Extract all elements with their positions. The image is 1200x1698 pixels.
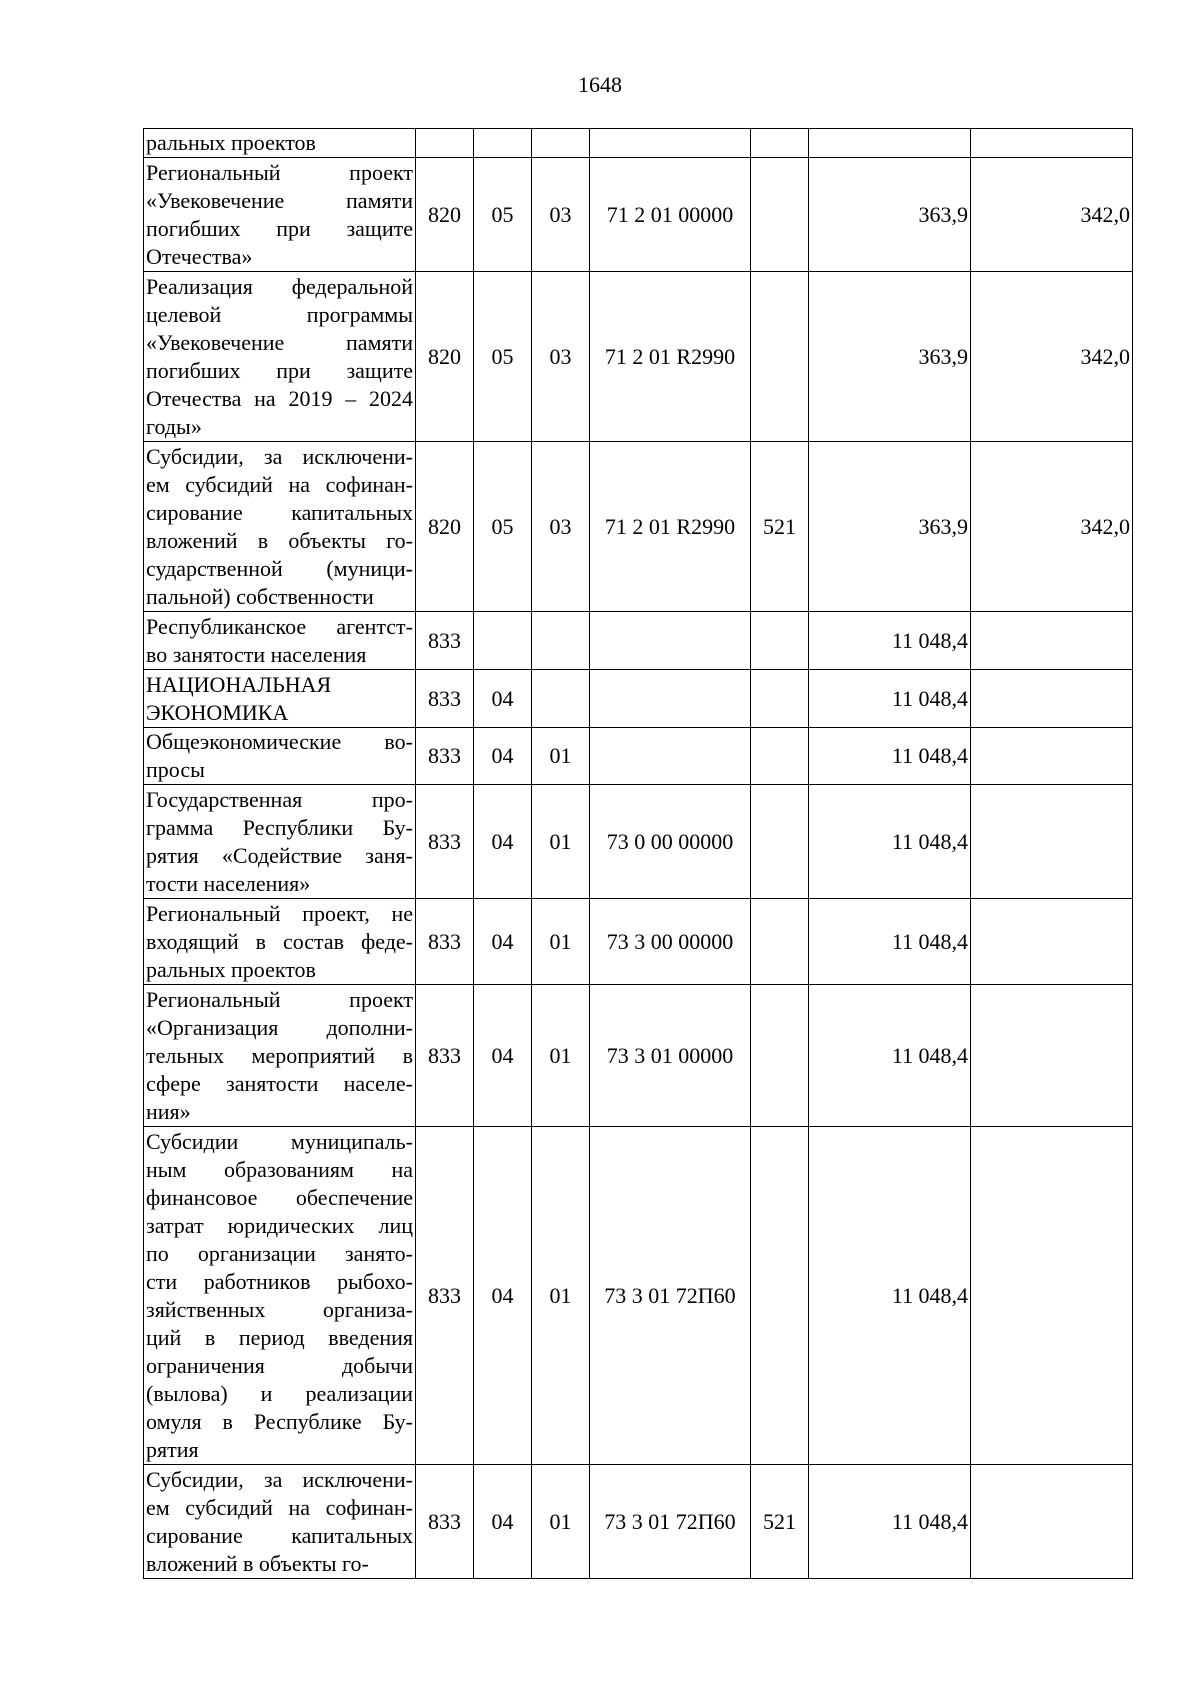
target-article-code: 71 2 01 R2990 [590,272,751,442]
target-article-code: 73 3 01 72П60 [590,1465,751,1579]
amount-year-1: 11 048,4 [809,1465,971,1579]
row-name-line: ем субсидий на софинан- [146,1494,413,1520]
row-name-line: Государственная про- [146,786,413,812]
row-name-line: НАЦИОНАЛЬНАЯ [146,671,332,697]
row-name-line: «Увековечение памяти [146,329,413,355]
row-name [144,272,416,442]
row-name-line: рятия [146,1436,199,1462]
amount-year-1: 11 048,4 [809,728,971,785]
row-name-line: во занятости населения [146,641,367,667]
row-name-line: вложений в объекты го- [146,527,413,553]
row-name-line: Региональный проект [146,986,413,1012]
row-name-line: просы [146,757,205,782]
table-row [144,899,1133,985]
section-code: 04 [474,985,532,1127]
section-code: 04 [474,670,532,728]
table-row [144,158,1133,272]
row-name-line: ральных проектов [146,130,316,155]
expense-type-code [751,728,809,785]
row-name-line: ций в период введения [146,1324,413,1350]
subsection-code [532,670,590,728]
amount-year-2 [971,785,1133,899]
amount-year-1: 11 048,4 [809,985,971,1127]
row-name-line: тельных мероприятий в [146,1042,413,1068]
amount-year-1: 11 048,4 [809,785,971,899]
row-name-line: затрат юридических лиц [146,1212,413,1238]
row-name-line: вложений в объекты го- [146,1550,369,1576]
target-article-code [590,670,751,728]
row-name-line: ральных проектов [146,956,316,982]
amount-year-2: 342,0 [971,272,1133,442]
row-name-line: входящий в состав феде- [146,928,413,954]
row-name-line: Общеэкономические во- [146,729,413,754]
row-name-line: ния» [146,1098,191,1124]
expense-type-code: 521 [751,1465,809,1579]
amount-year-1 [809,129,971,158]
target-article-code: 71 2 01 00000 [590,158,751,272]
section-code: 04 [474,1465,532,1579]
target-article-code [590,728,751,785]
ministry-code: 833 [416,1465,474,1579]
table-row [144,985,1133,1127]
row-name-line: зяйственных организа- [146,1296,413,1322]
amount-year-2 [971,985,1133,1127]
ministry-code: 833 [416,612,474,670]
row-name-line: сударственной (муници- [146,555,413,581]
subsection-code: 03 [532,272,590,442]
subsection-code: 03 [532,442,590,612]
amount-year-2 [971,129,1133,158]
ministry-code: 833 [416,1127,474,1465]
subsection-code [532,612,590,670]
row-name-line: Реализация федеральной [146,273,413,299]
table-row [144,728,1133,785]
expense-type-code [751,272,809,442]
amount-year-1: 363,9 [809,442,971,612]
row-name-line: ограничения добычи [146,1352,413,1378]
subsection-code: 01 [532,785,590,899]
table-row [144,670,1133,728]
row-name-line: сирование капитальных [146,499,413,525]
row-name [144,158,416,272]
subsection-code: 03 [532,158,590,272]
target-article-code: 73 0 00 00000 [590,785,751,899]
expense-type-code [751,158,809,272]
section-code [474,129,532,158]
row-name-line: Субсидии, за исключени- [146,1466,413,1492]
target-article-code: 73 3 01 72П60 [590,1127,751,1465]
section-code [474,612,532,670]
row-name-line: ным образованиям на [146,1156,413,1182]
ministry-code: 833 [416,899,474,985]
table-row [144,1127,1133,1465]
target-article-code [590,612,751,670]
row-name-line: по организации занято- [146,1240,413,1266]
expense-type-code [751,129,809,158]
expense-type-code [751,899,809,985]
subsection-code: 01 [532,985,590,1127]
row-name-line: грамма Республики Бу- [146,814,413,840]
ministry-code: 833 [416,670,474,728]
expense-type-code [751,1127,809,1465]
page-number: 1648 [578,72,622,97]
amount-year-1: 363,9 [809,272,971,442]
row-name [144,670,416,728]
ministry-code: 833 [416,985,474,1127]
row-name-line: Субсидии муниципаль- [146,1128,413,1154]
table-row [144,1465,1133,1579]
amount-year-2: 342,0 [971,442,1133,612]
row-name-line: «Увековечение памяти [146,187,413,213]
section-code: 04 [474,899,532,985]
subsection-code [532,129,590,158]
row-name-line: финансовое обеспечение [146,1184,413,1210]
expense-type-code [751,985,809,1127]
section-code: 05 [474,158,532,272]
row-name [144,1465,416,1579]
table-row [144,272,1133,442]
row-name-line: годы» [146,413,202,439]
row-name-line: сирование капитальных [146,1522,413,1548]
row-name-line: ем субсидий на софинан- [146,471,413,497]
subsection-code: 01 [532,1127,590,1465]
row-name-line: сфере занятости населе- [146,1070,413,1096]
amount-year-1: 363,9 [809,158,971,272]
row-name [144,985,416,1127]
row-name-line: Региональный проект, не [146,900,413,926]
amount-year-2 [971,1127,1133,1465]
amount-year-2 [971,1465,1133,1579]
table-row [144,442,1133,612]
row-name [144,1127,416,1465]
ministry-code: 820 [416,442,474,612]
subsection-code: 01 [532,728,590,785]
amount-year-2: 342,0 [971,158,1133,272]
section-code: 04 [474,1127,532,1465]
row-name-line: Региональный проект [146,159,413,185]
table-row [144,785,1133,899]
amount-year-1: 11 048,4 [809,899,971,985]
row-name-line: сти работников рыбохо- [146,1268,413,1294]
row-name [144,442,416,612]
target-article-code: 71 2 01 R2990 [590,442,751,612]
row-name [144,899,416,985]
subsection-code: 01 [532,899,590,985]
section-code: 04 [474,785,532,899]
ministry-code: 820 [416,272,474,442]
row-name-line: «Организация дополни- [146,1014,413,1040]
row-name-line: погибших при защите [146,357,413,383]
table-body [144,129,1133,1579]
expense-type-code [751,612,809,670]
amount-year-1: 11 048,4 [809,612,971,670]
amount-year-2 [971,612,1133,670]
section-code: 04 [474,728,532,785]
expense-type-code [751,785,809,899]
row-name [144,612,416,670]
row-name-line: пальной) собственности [146,583,374,609]
row-name-line: тости населения» [146,870,311,896]
subsection-code: 01 [532,1465,590,1579]
target-article-code: 73 3 00 00000 [590,899,751,985]
amount-year-2 [971,899,1133,985]
section-code: 05 [474,442,532,612]
row-name [144,129,416,158]
row-name-line: Отечества» [146,243,253,269]
expense-type-code [751,670,809,728]
row-name-line: омуля в Республике Бу- [146,1408,413,1434]
row-name-line: погибших при защите [146,215,413,241]
target-article-code [590,129,751,158]
target-article-code: 73 3 01 00000 [590,985,751,1127]
amount-year-2 [971,670,1133,728]
row-name-line: рятия «Содействие заня- [146,842,413,868]
row-name [144,785,416,899]
budget-table [143,128,1133,1579]
table-row [144,612,1133,670]
amount-year-1: 11 048,4 [809,670,971,728]
row-name-line: ЭКОНОМИКА [146,699,289,725]
row-name-line: Республиканское агентст- [146,613,413,639]
row-name-line: (вылова) и реализации [146,1380,413,1406]
amount-year-2 [971,728,1133,785]
ministry-code: 820 [416,158,474,272]
row-name-line: целевой программы [146,301,413,327]
row-name-line: Субсидии, за исключени- [146,443,413,469]
table-row [144,129,1133,158]
amount-year-1: 11 048,4 [809,1127,971,1465]
ministry-code: 833 [416,728,474,785]
ministry-code [416,129,474,158]
section-code: 05 [474,272,532,442]
row-name-line: Отечества на 2019 – 2024 [146,385,413,411]
row-name [144,728,416,785]
ministry-code: 833 [416,785,474,899]
expense-type-code: 521 [751,442,809,612]
